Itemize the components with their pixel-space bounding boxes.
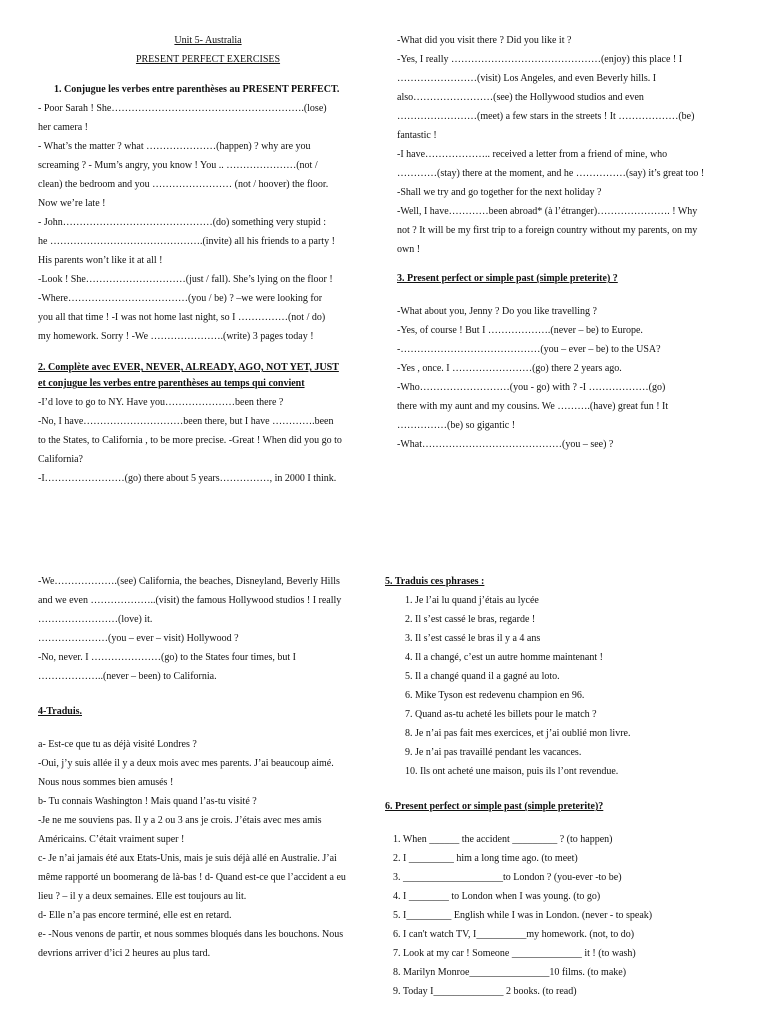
- dialogue-line: ……………………(visit) Los Angeles, and even Beverly hills. I: [397, 73, 657, 84]
- exercise-line: ……………(be) so gigantic !: [397, 420, 516, 431]
- exercise-line: - John………………………………………(do) something very stupid :: [38, 217, 327, 228]
- section-3-heading: 3. Present perfect or simple past (simple preterite) ?: [397, 273, 618, 284]
- exercise-line: -Yes , once. I ……………………(go) there 2 years ago.: [397, 363, 622, 374]
- translation-line: a- Est-ce que tu as déjà visité Londres ?: [38, 739, 197, 750]
- list-item: 2. I _________ him a long time ago. (to meet): [393, 853, 578, 864]
- list-item: 5. I_________ English while I was in London. (never - to speak): [393, 910, 653, 921]
- dialogue-line: also……………………(see) the Hollywood studios and even: [397, 92, 644, 103]
- dialogue-line: ……………………(meet) a few stars in the streets ! It ………………(be): [397, 111, 695, 122]
- exercise-line: there with my aunt and my cousins. We ……….(have) great fun ! It: [397, 401, 669, 412]
- dialogue-line: ………………..(never – been) to California.: [38, 671, 217, 682]
- right-bottom-column: [385, 572, 745, 1001]
- translation-line: b- Tu connais Washington ! Mais quand l’as-tu visité ?: [38, 796, 257, 807]
- list-item: 7. Quand as-tu acheté les billets pour le match ?: [405, 709, 597, 720]
- dialogue-line: fantastic !: [397, 130, 437, 141]
- list-item: 3. ____________________to London ? (you-ever -to be): [393, 872, 622, 883]
- list-item: 4. Il a changé, c’est un autre homme maintenant !: [405, 652, 603, 663]
- section-5-list: [385, 591, 745, 781]
- dialogue-line: …………………(you – ever – visit) Hollywood ?: [38, 633, 239, 644]
- list-item: 9. Today I______________ 2 books. (to read): [393, 986, 577, 997]
- exercise-line: -Who………………………(you - go) with ? -I ………………(go): [397, 382, 666, 393]
- translation-line: lieu ? – il y a deux semaines. Elle est toujours au lit.: [38, 891, 247, 902]
- section-2-heading: 2. Complète avec EVER, NEVER, ALREADY, AGO, NOT YET, JUST: [38, 362, 339, 373]
- translation-line: même rapporté un boomerang de là-bas ! d- Quand est-ce que l’accident a eu: [38, 872, 346, 883]
- list-item: 1. Je l’ai lu quand j’étais au lycée: [405, 595, 539, 606]
- list-item: 10. Ils ont acheté une maison, puis ils l’ont revendue.: [405, 766, 619, 777]
- exercise-line: he ……………………………………….(invite) all his friends to a party !: [38, 236, 335, 247]
- dialogue-line: -No, never. I …………………(go) to the States four times, but I: [38, 652, 297, 663]
- dialogue-line: -Well, I have…………been abroad* (à l’étranger)…………………. ! Why: [397, 206, 698, 217]
- exercise-line: -I……………………(go) there about 5 years……………, in 2000 I think.: [38, 473, 337, 484]
- exercise-line: - What’s the matter ? what …………………(happen) ? why are you: [38, 141, 311, 152]
- exercise-line: His parents won’t like it at all !: [38, 255, 163, 266]
- translation-line: d- Elle n’a pas encore terminé, elle est en retard.: [38, 910, 232, 921]
- section-4-heading: 4-Traduis.: [38, 706, 82, 717]
- list-item: 8. Marilyn Monroe________________10 films. (to make): [393, 967, 627, 978]
- list-item: 4. I ________ to London when I was young. (to go): [393, 891, 601, 902]
- dialogue-line: and we even ………………..(visit) the famous Hollywood studios ! I really: [38, 595, 342, 606]
- exercise-line: my homework. Sorry ! -We ………………….(write) 3 pages today !: [38, 331, 314, 342]
- exercise-line: -Where………………………………(you / be) ? –we were looking for: [38, 293, 323, 304]
- left-top-column: [38, 31, 378, 488]
- translation-line: -Oui, j’y suis allée il y a deux mois avec mes parents. J’ai beaucoup aimé.: [38, 758, 334, 769]
- list-item: 6. Mike Tyson est redevenu champion en 96.: [405, 690, 585, 701]
- section-5-heading: 5. Traduis ces phrases :: [385, 576, 485, 587]
- list-item: 2. Il s’est cassé le bras, regarde !: [405, 614, 536, 625]
- exercise-line: -What about you, Jenny ? Do you like travelling ?: [397, 306, 597, 317]
- dialogue-line: -Shall we try and go together for the next holiday ?: [397, 187, 602, 198]
- dialogue-line: -We……………….(see) California, the beaches, Disneyland, Beverly Hills: [38, 576, 340, 587]
- section-2-heading-cont: et conjugue les verbes entre parenthèses au temps qui convient: [38, 378, 305, 389]
- exercise-line: you all that time ! -I was not home last night, so I ……………(not / do): [38, 312, 326, 323]
- dialogue-line: -I have……………….. received a letter from a friend of mine, who: [397, 149, 668, 160]
- exercise-line: -Look ! She…………………………(just / fall). She’s lying on the floor !: [38, 274, 333, 285]
- list-item: 1. When ______ the accident _________ ? (to happen): [393, 834, 613, 845]
- translation-line: e- -Nous venons de partir, et nous sommes bloqués dans les bouchons. Nous: [38, 929, 344, 940]
- exercise-line: Now we’re late !: [38, 198, 106, 209]
- exercise-line: screaming ? - Mum’s angry, you know ! You .. …………………(not /: [38, 160, 318, 171]
- list-item: 8. Je n’ai pas fait mes exercices, et j’ai oublié mon livre.: [405, 728, 631, 739]
- translation-line: -Je ne me souviens pas. Il y a 2 ou 3 ans je crois. J’étais avec mes amis: [38, 815, 322, 826]
- exercise-line: - Poor Sarah ! She………………………………………………….(lose): [38, 103, 327, 114]
- dialogue-line: -What did you visit there ? Did you like it ?: [397, 35, 572, 46]
- section-2-lines: [38, 393, 378, 488]
- section-1-heading: 1. Conjugue les verbes entre parenthèses au PRESENT PERFECT.: [54, 84, 340, 95]
- exercise-line: -……………………………………(you – ever – be) to the USA?: [397, 344, 661, 355]
- dialogue-line: ……………………(love) it.: [38, 614, 153, 625]
- translation-line: devrions arriver d’ici 2 heures au plus tard.: [38, 948, 211, 959]
- exercise-line: to the States, to California , to be more precise. -Great ! When did you go to: [38, 435, 342, 446]
- exercise-line: -Yes, of course ! But I ……………….(never – be) to Europe.: [397, 325, 643, 336]
- page-title: PRESENT PERFECT EXERCISES: [135, 54, 281, 65]
- list-item: 7. Look at my car ! Someone ______________ it ! (to wash): [393, 948, 636, 959]
- exercise-line: clean) the bedroom and you …………………… (not / hoover) the floor.: [38, 179, 329, 190]
- dialogue-line: -Yes, I really ………………………………………(enjoy) this place ! I: [397, 54, 683, 65]
- exercise-line: -No, I have…………………………been there, but I have ………….been: [38, 416, 334, 427]
- list-item: 3. Il s’est cassé le bras il y a 4 ans: [405, 633, 541, 644]
- exercise-line: her camera !: [38, 122, 88, 133]
- list-item: 6. I can't watch TV, I__________my homework. (not, to do): [393, 929, 635, 940]
- exercise-line: California?: [38, 454, 83, 465]
- dialogue-line: not ? It will be my first trip to a foreign country without my parents, on my: [397, 225, 698, 236]
- dialogue-line: …………(stay) there at the moment, and he ……………(say) it’s great too !: [397, 168, 705, 179]
- translation-line: c- Je n’ai jamais été aux Etats-Unis, mais je suis déjà allé en Australie. J’ai: [38, 853, 337, 864]
- list-item: 5. Il a changé quand il a gagné au loto.: [405, 671, 560, 682]
- dialogue-line: own !: [397, 244, 421, 255]
- unit-title: Unit 5- Australia: [174, 35, 242, 46]
- section-6-heading: 6. Present perfect or simple past (simple preterite)?: [385, 801, 604, 812]
- translation-line: Nous nous sommes bien amusés !: [38, 777, 174, 788]
- exercise-line: -I’d love to go to NY. Have you…………………been there ?: [38, 397, 284, 408]
- section-6-list: [385, 830, 745, 1001]
- left-bottom-column: [38, 572, 378, 963]
- list-item: 9. Je n’ai pas travaillé pendant les vacances.: [405, 747, 582, 758]
- right-top-column: [397, 31, 742, 454]
- exercise-line: -What……………………………………(you – see) ?: [397, 439, 614, 450]
- section-1-lines: [38, 99, 378, 346]
- translation-line: Américains. C’était vraiment super !: [38, 834, 185, 845]
